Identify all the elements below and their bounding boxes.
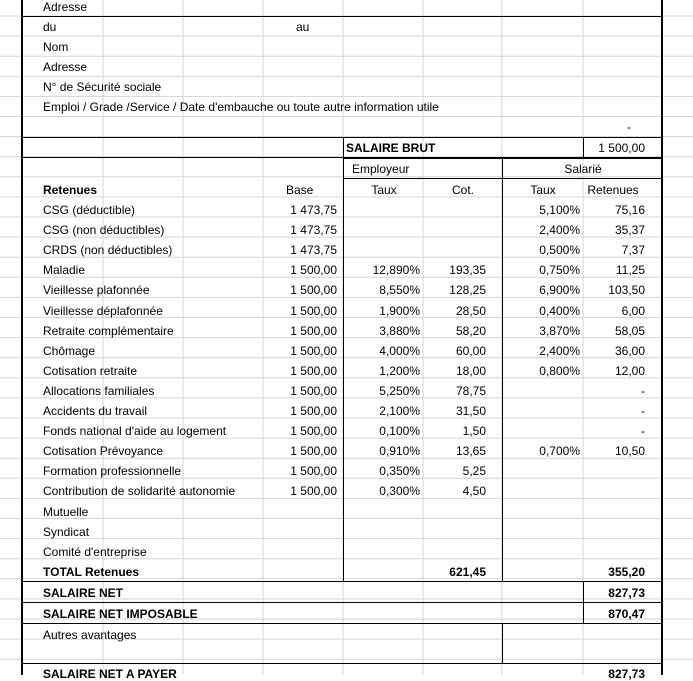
border-imposable-bottom [22, 623, 662, 624]
row-retenues: 11,25 [615, 263, 645, 278]
border-left [21, 0, 23, 675]
row-taux-salarie: 0,400% [539, 303, 580, 318]
secu-label: N° de Sécurité sociale [43, 80, 162, 94]
row-cot: 58,20 [455, 323, 486, 338]
salaire-net-label: SALAIRE NET [43, 586, 124, 600]
row-cot: 128,25 [449, 283, 486, 298]
row-label: CSG (déductible) [43, 203, 136, 217]
row-base: 1 500,00 [290, 484, 337, 499]
row-taux-employeur: 1,200% [379, 363, 420, 378]
row-cot: 78,75 [455, 383, 486, 398]
border-autres-bottom [22, 663, 662, 664]
row-retenues: 10,50 [614, 444, 645, 459]
retenues-header: Retenues [43, 183, 98, 197]
row-cot: 18,00 [455, 363, 486, 378]
row-retenues: 6,00 [621, 303, 645, 318]
retenues-salarie-header: Retenues [587, 183, 639, 197]
row-cot: 60,00 [455, 343, 486, 358]
row-taux-salarie: 2,400% [539, 343, 580, 358]
row-label: Retraite complémentaire [43, 323, 174, 338]
border-autres-mid [502, 623, 503, 663]
row-taux-salarie: 0,750% [539, 263, 580, 278]
salaire-net-value: 827,73 [608, 586, 645, 600]
border-employeur-left [343, 158, 344, 581]
row-taux-salarie: 0,800% [539, 363, 580, 378]
border-header-top [22, 16, 662, 17]
row-retenues: - [641, 404, 645, 418]
border-salarie-left [502, 158, 503, 581]
row-taux-employeur: 4,000% [379, 343, 420, 358]
row-taux-salarie: 2,400% [539, 223, 580, 238]
row-base: 1 500,00 [290, 464, 337, 479]
row-cot: 1,50 [462, 424, 486, 439]
border-brut-bottom-full [22, 157, 662, 158]
emploi-label: Emploi / Grade /Service / Date d'embauche ou toute autre information utile [43, 100, 439, 114]
row-taux-employeur: 8,550% [379, 283, 420, 298]
row-taux-salarie: 5,100% [539, 203, 580, 217]
salaire-net-imposable-label: SALAIRE NET IMPOSABLE [43, 607, 198, 621]
row-base: 1 500,00 [290, 343, 337, 358]
row-base: 1 473,75 [290, 243, 337, 258]
border-net-bottom [22, 602, 662, 603]
row-label: Vieillesse plafonnée [43, 283, 150, 298]
border-total-bottom [22, 581, 662, 582]
row-taux-salarie: 0,700% [539, 444, 580, 459]
row-base: 1 500,00 [290, 263, 337, 278]
border-right [661, 0, 663, 675]
row-label: CRDS (non déductibles) [43, 243, 173, 258]
total-cot-value: 621,45 [449, 565, 486, 579]
row-cot: 13,65 [455, 444, 486, 459]
row-label: CSG (non déductibles) [43, 223, 165, 238]
row-base: 1 500,00 [290, 303, 337, 318]
row-base: 1 500,00 [290, 323, 337, 338]
row-base: 1 500,00 [290, 404, 337, 418]
row-taux-employeur: 0,300% [379, 484, 420, 499]
taux-employeur-header: Taux [371, 183, 397, 197]
adresse-label: Adresse [43, 60, 88, 74]
row-taux-employeur: 12,890% [372, 263, 420, 278]
row-cot: 4,50 [462, 484, 486, 499]
row-label: Allocations familiales [43, 383, 155, 398]
row-label: Accidents du travail [43, 404, 148, 418]
row-label: Cotisation retraite [43, 363, 138, 378]
row-retenues: 7,37 [621, 243, 645, 258]
row-retenues: 75,16 [614, 203, 645, 217]
base-header: Base [286, 183, 314, 197]
row-base: 1 473,75 [290, 203, 337, 217]
row-taux-employeur: 0,910% [379, 444, 420, 459]
row-label: Chômage [43, 343, 96, 358]
row-label: Contribution de solidarité autonomie [43, 484, 236, 499]
row-base: 1 500,00 [290, 383, 337, 398]
row-retenues: 103,50 [608, 283, 645, 298]
autres-avantages-label: Autres avantages [43, 628, 137, 642]
salaire-net-a-payer-value: 827,73 [608, 667, 645, 681]
row-taux-salarie: 6,900% [539, 283, 580, 298]
salaire-brut-label: SALAIRE BRUT [346, 141, 436, 155]
cot-header: Cot. [451, 183, 474, 197]
header-dash: - [627, 120, 631, 134]
total-retenues-value: 355,20 [608, 565, 645, 579]
row-taux-employeur: 2,100% [379, 404, 420, 418]
total-retenues-label: TOTAL Retenues [43, 565, 140, 579]
row-retenues: 12,00 [614, 363, 645, 378]
row-taux-employeur: 3,880% [379, 323, 420, 338]
row-base: 1 473,75 [290, 223, 337, 238]
row-label: Syndicat [43, 524, 90, 539]
row-taux-salarie: 0,500% [539, 243, 580, 258]
row-cot: 31,50 [455, 404, 486, 418]
employeur-header: Employeur [352, 162, 410, 176]
row-base: 1 500,00 [290, 363, 337, 378]
salaire-net-imposable-value: 870,47 [608, 607, 645, 621]
row-retenues: 35,37 [614, 223, 645, 238]
period-du-label: du [43, 20, 57, 34]
row-base: 1 500,00 [290, 424, 337, 439]
row-label: Formation professionnelle [43, 464, 182, 479]
row-taux-employeur: 0,350% [379, 464, 420, 479]
salaire-net-a-payer-label: SALAIRE NET A PAYER [43, 667, 177, 681]
row-taux-salarie: 3,870% [539, 323, 580, 338]
nom-label: Nom [43, 40, 69, 54]
row-taux-employeur: 0,100% [379, 424, 420, 439]
row-base: 1 500,00 [290, 444, 337, 459]
row-taux-employeur: 5,250% [379, 383, 420, 398]
taux-salarie-header: Taux [530, 183, 556, 197]
row-retenues: - [641, 424, 645, 439]
salaire-brut-value: 1 500,00 [598, 141, 645, 155]
row-retenues: 36,00 [614, 343, 645, 358]
row-taux-employeur: 1,900% [379, 303, 420, 318]
salarie-header: Salarié [564, 162, 602, 176]
row-retenues: 58,05 [614, 323, 645, 338]
row-label: Vieillesse déplafonnée [43, 303, 163, 318]
adresse-top-label: Adresse [43, 0, 88, 14]
row-label: Fonds national d'aide au logement [43, 424, 227, 439]
row-label: Maladie [43, 263, 86, 278]
period-au-label: au [296, 20, 310, 34]
row-cot: 193,35 [449, 263, 486, 278]
row-cot: 5,25 [462, 464, 486, 479]
border-brut-left [343, 137, 344, 158]
row-retenues: - [641, 383, 645, 398]
row-label: Mutuelle [43, 504, 89, 519]
row-cot: 28,50 [455, 303, 486, 318]
border-net-mid [583, 581, 584, 623]
row-label: Comité d'entreprise [43, 544, 147, 559]
row-label: Cotisation Prévoyance [43, 444, 164, 459]
border-brut-top [22, 137, 662, 138]
border-brut-mid [583, 137, 584, 158]
row-base: 1 500,00 [290, 283, 337, 298]
